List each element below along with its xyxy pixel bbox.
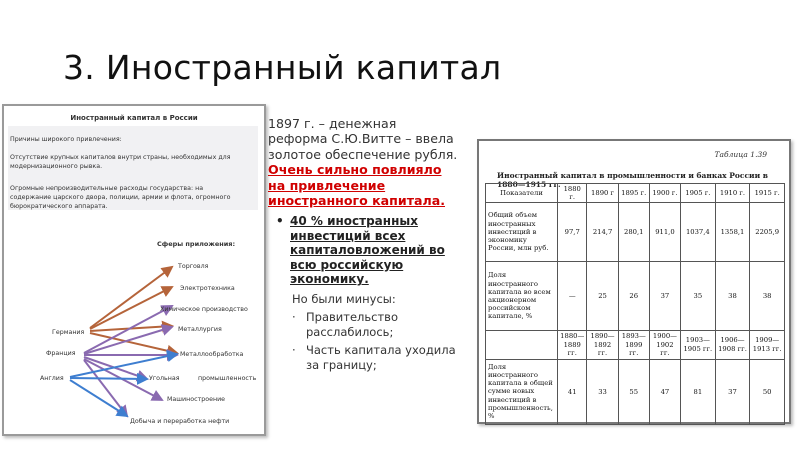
capital-table bbox=[485, 183, 785, 425]
period-cell: 1909—1913 гг. bbox=[750, 331, 785, 360]
arrow-england-oil bbox=[70, 380, 127, 416]
table-cell: 911,0 bbox=[649, 203, 680, 262]
table-header-row bbox=[486, 184, 785, 203]
table-cell: 280,1 bbox=[618, 203, 649, 262]
table-cell: 38 bbox=[750, 262, 785, 331]
row-label: Доля иностранного капитала в общей сумме новых инвестиций в промышленность, % bbox=[486, 359, 558, 424]
table-cell: 25 bbox=[587, 262, 618, 331]
sphere-metallurgy: Металлургия bbox=[178, 326, 222, 333]
header-cell: Показатели bbox=[486, 184, 558, 203]
panel-line: бюрократического аппарата. bbox=[10, 203, 108, 210]
sphere-chemical: Химическое производство bbox=[160, 306, 248, 313]
row-label: Доля иностранного капитала во всем акционерном российском капитале, % bbox=[486, 262, 558, 331]
table-cell: 55 bbox=[618, 359, 649, 424]
header-cell: 1900 г. bbox=[649, 184, 680, 203]
table-cell: 26 bbox=[618, 262, 649, 331]
header-cell: 1890 г bbox=[587, 184, 618, 203]
panel-line: Причины широкого привлечения: bbox=[10, 136, 122, 143]
table-cell: 81 bbox=[681, 359, 716, 424]
header-cell: 1905 г. bbox=[681, 184, 716, 203]
minuses-heading: Но были минусы: bbox=[292, 291, 396, 306]
arrow-england-coal bbox=[70, 378, 147, 379]
table-row bbox=[486, 359, 785, 424]
table-cell: 1037,4 bbox=[681, 203, 716, 262]
table-cell: 1358,1 bbox=[715, 203, 750, 262]
sphere-coal: Угольная bbox=[149, 375, 180, 382]
table-cell: 37 bbox=[649, 262, 680, 331]
table-cell: 38 bbox=[715, 262, 750, 331]
period-cell: 1906—1908 гг. bbox=[715, 331, 750, 360]
spheres-heading: Сферы приложения: bbox=[157, 240, 236, 248]
panel-line: содержание царского двора, полиции, армии и флота, огромного bbox=[10, 194, 231, 201]
table-cell: 214,7 bbox=[587, 203, 618, 262]
table-cell: 97,7 bbox=[558, 203, 587, 262]
table-caption: Таблица 1.39 bbox=[714, 150, 767, 159]
table-row bbox=[486, 203, 785, 262]
minus-item: · Правительство расслабилось; bbox=[306, 310, 458, 340]
table-cell: — bbox=[558, 262, 587, 331]
period-cell: 1900—1902 гг. bbox=[649, 331, 680, 360]
country-germany: Германия bbox=[52, 329, 85, 336]
period-cell: 1903—1905 гг. bbox=[681, 331, 716, 360]
table-cell: 33 bbox=[587, 359, 618, 424]
table-period-row bbox=[486, 331, 785, 360]
sphere-machine: Машиностроение bbox=[167, 396, 226, 403]
header-cell: 1915 г. bbox=[750, 184, 785, 203]
panel-line: Огромные непроизводительные расходы государства: на bbox=[10, 185, 204, 192]
foreign-capital-diagram bbox=[2, 104, 266, 436]
table-cell bbox=[486, 331, 558, 360]
middle-text bbox=[268, 116, 458, 373]
table-image bbox=[477, 139, 791, 424]
header-cell: 1910 г. bbox=[715, 184, 750, 203]
reform-text: 1897 г. – денежная реформа С.Ю.Витте – ввела золотое обеспечение рубля. bbox=[268, 116, 458, 162]
period-cell: 1880—1889 гг. bbox=[558, 331, 587, 360]
country-england: Англия bbox=[40, 375, 64, 382]
row-label: Общий объем иностранных инвестиций в экономику России, млн руб. bbox=[486, 203, 558, 262]
sphere-electrotechnics: Электротехника bbox=[180, 285, 235, 292]
bullet-40-percent: • 40 % иностранных инвестиций всех капиталовложений во всю российскую экономику. bbox=[290, 214, 458, 287]
period-cell: 1890—1892 гг. bbox=[587, 331, 618, 360]
diagram-title: Иностранный капитал в России bbox=[70, 114, 198, 122]
header-cell: 1895 г. bbox=[618, 184, 649, 203]
sphere-trade: Торговля bbox=[178, 263, 209, 270]
table-cell: 2205,9 bbox=[750, 203, 785, 262]
table-cell: 41 bbox=[558, 359, 587, 424]
table-title: Иностранный капитал в промышленности и банках России в 1880—1915 гг. bbox=[497, 171, 768, 189]
panel-line: Отсутствие крупных капиталов внутри страны, необходимых для bbox=[10, 154, 231, 161]
table-cell: 35 bbox=[681, 262, 716, 331]
minus-item: · Часть капитала уходила за границу; bbox=[306, 343, 458, 373]
panel-line: модернизационного рывка. bbox=[10, 163, 103, 170]
country-france: Франция bbox=[46, 350, 76, 357]
sphere-oil: Добыча и переработка нефти bbox=[130, 418, 230, 425]
table-cell: 47 bbox=[649, 359, 680, 424]
arrow-france-chemical bbox=[84, 306, 172, 353]
period-cell: 1893—1899 гг. bbox=[618, 331, 649, 360]
sphere-industry: промышленность bbox=[198, 375, 257, 382]
table-row bbox=[486, 262, 785, 331]
sphere-metalworking: Металлообработка bbox=[180, 351, 244, 358]
table-cell: 50 bbox=[750, 359, 785, 424]
page-title: 3. Иностранный капитал bbox=[63, 48, 502, 87]
table-cell: 37 bbox=[715, 359, 750, 424]
arrows-graphic bbox=[2, 104, 266, 436]
highlight-text: Очень сильно повлияло на привлечение иностранного капитала. bbox=[268, 162, 446, 209]
arrow-germany-trade bbox=[90, 267, 172, 328]
header-cell: 1880 г. bbox=[558, 184, 587, 203]
